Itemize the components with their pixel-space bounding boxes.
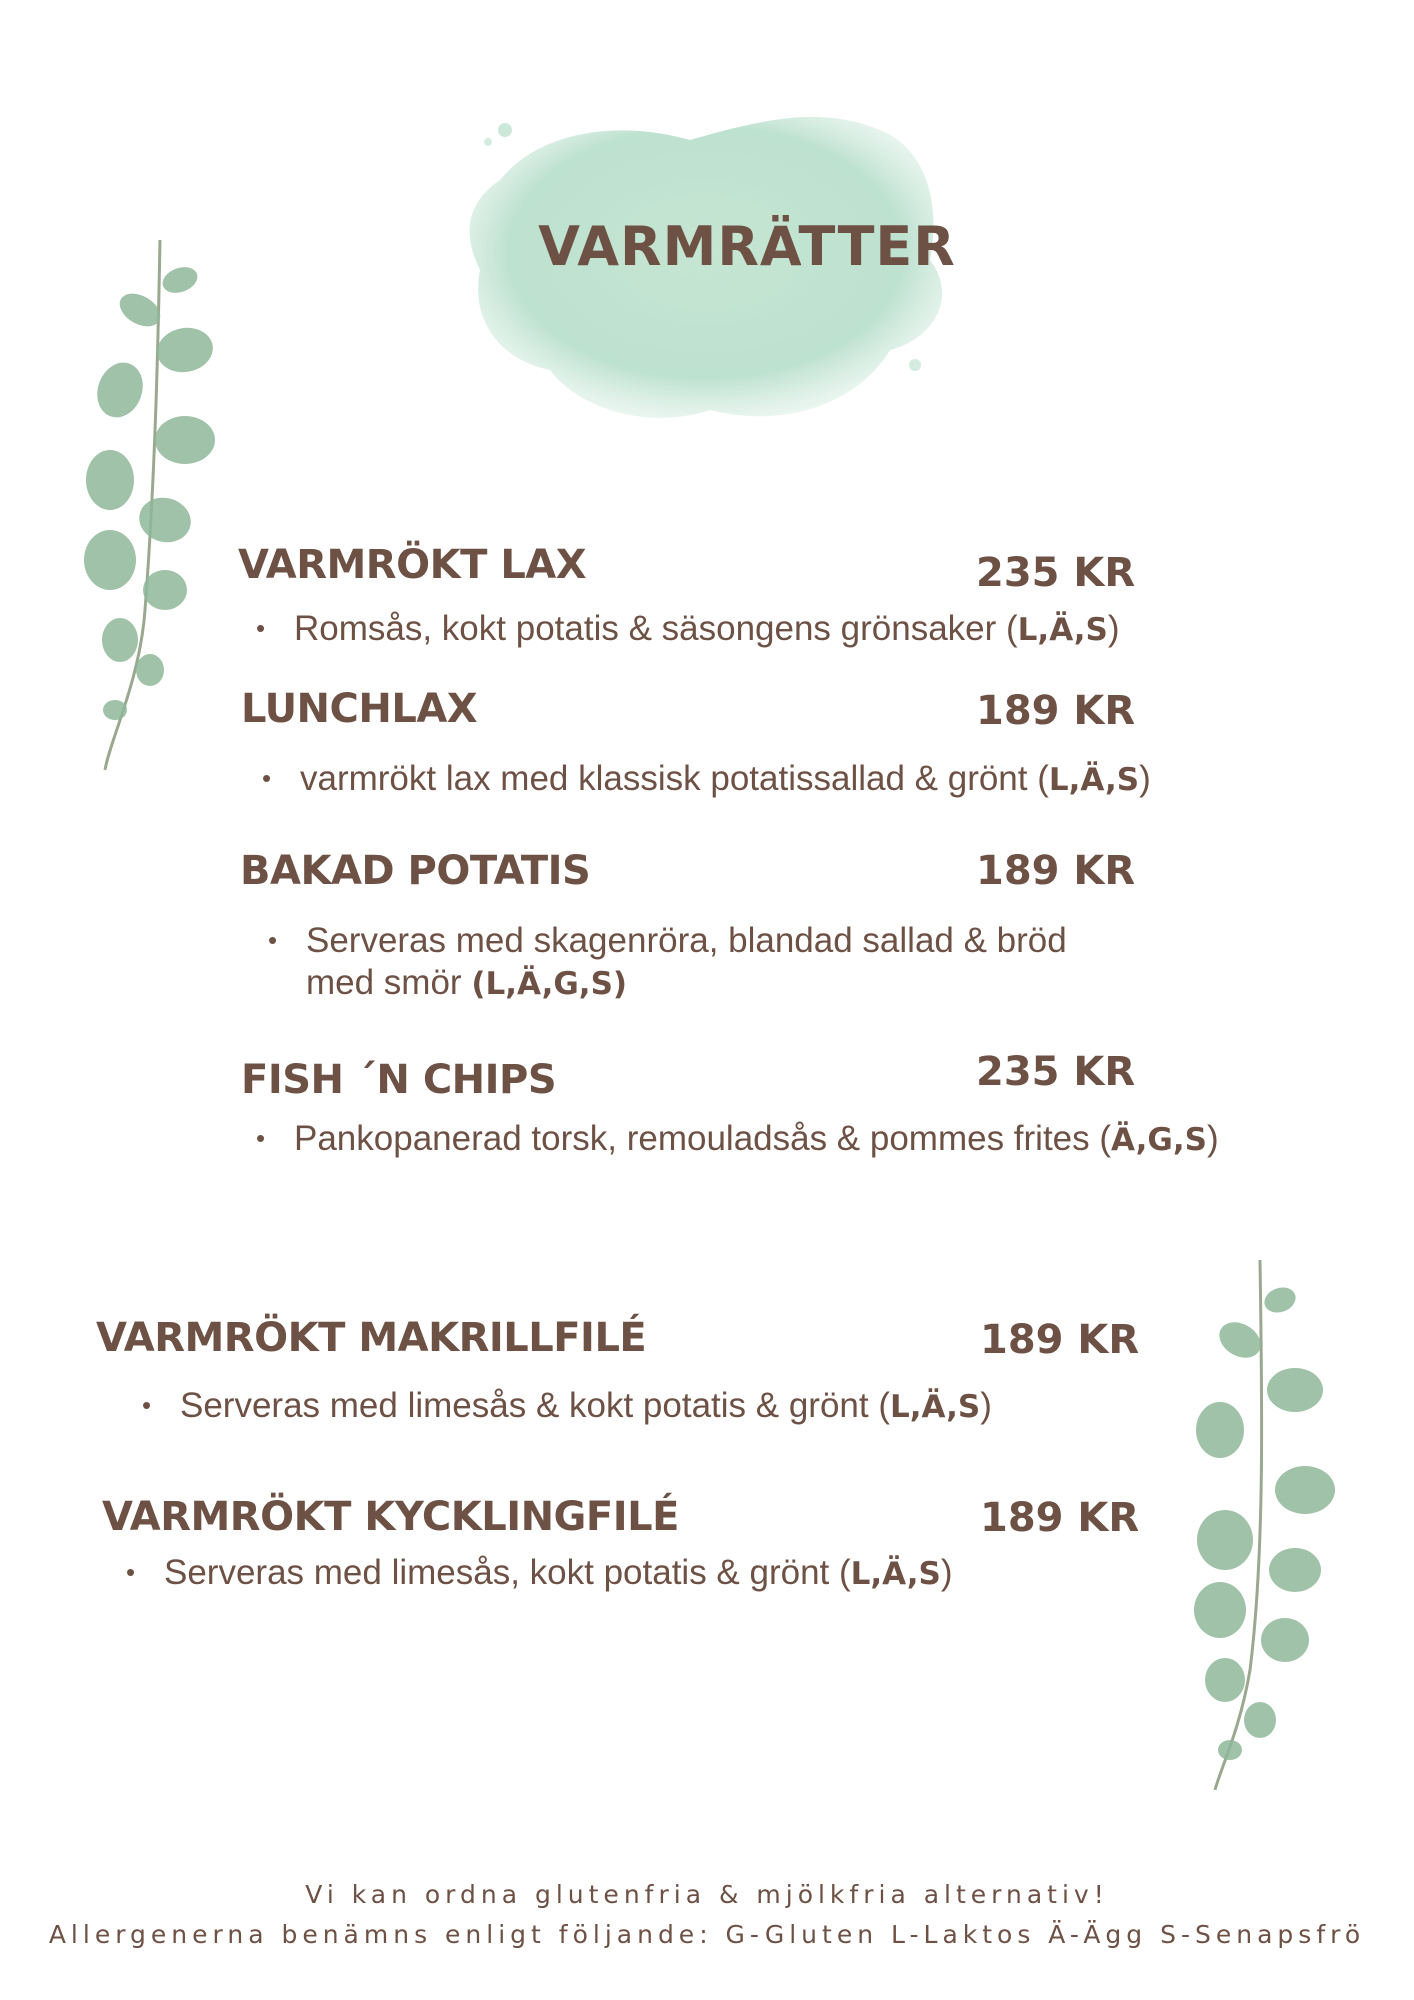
dish-description: • Serveras med skagenröra, blandad sallad & bröd med smör (L,Ä,G,S) bbox=[268, 921, 1067, 1002]
dish-name: BAKAD POTATIS bbox=[240, 848, 591, 894]
dish-name: FISH ´N CHIPS bbox=[241, 1057, 557, 1103]
allergen-legend: Allergenerna benämns enligt följande: G-Gluten L-Laktos Ä-Ägg S-Senapsfrö bbox=[48, 1920, 1366, 1949]
dish-price: 235 KR bbox=[976, 1049, 1136, 1095]
dish-description: • varmrökt lax med klassisk potatissallad & grönt (L,Ä,S) bbox=[262, 759, 1151, 798]
allergen-codes: L,Ä,S bbox=[1017, 612, 1108, 648]
dish-description: • Romsås, kokt potatis & säsongens grönsaker (L,Ä,S) bbox=[256, 609, 1120, 648]
eucalyptus-leaf-icon bbox=[1170, 1250, 1350, 1790]
page-title: VARMRÄTTER bbox=[538, 215, 956, 278]
eucalyptus-leaf-icon bbox=[70, 230, 240, 770]
allergen-codes: Ä,G,S bbox=[1111, 1122, 1207, 1158]
dish-description: • Serveras med limesås, kokt potatis & grönt (L,Ä,S) bbox=[126, 1553, 953, 1592]
dish-price: 189 KR bbox=[976, 688, 1136, 734]
dish-name: LUNCHLAX bbox=[241, 686, 478, 732]
footer-note: Vi kan ordna glutenfria & mjölkfria alternativ! bbox=[305, 1880, 1109, 1909]
allergen-codes: L,Ä,G,S bbox=[485, 966, 613, 1002]
dish-name: VARMRÖKT LAX bbox=[238, 542, 587, 588]
allergen-codes: L,Ä,S bbox=[850, 1556, 941, 1592]
watercolor-splash bbox=[460, 110, 960, 450]
dish-price: 189 KR bbox=[976, 848, 1136, 894]
dish-description: • Pankopanerad torsk, remouladsås & pommes frites (Ä,G,S) bbox=[256, 1119, 1219, 1158]
dish-name: VARMRÖKT MAKRILLFILÉ bbox=[96, 1315, 647, 1361]
allergen-codes: L,Ä,S bbox=[890, 1389, 981, 1425]
dish-price: 189 KR bbox=[980, 1317, 1140, 1363]
dish-price: 235 KR bbox=[976, 550, 1136, 596]
dish-price: 189 KR bbox=[980, 1495, 1140, 1541]
allergen-codes: L,Ä,S bbox=[1048, 762, 1140, 798]
dish-name: VARMRÖKT KYCKLINGFILÉ bbox=[102, 1494, 679, 1540]
dish-description: • Serveras med limesås & kokt potatis & grönt (L,Ä,S) bbox=[142, 1386, 992, 1425]
